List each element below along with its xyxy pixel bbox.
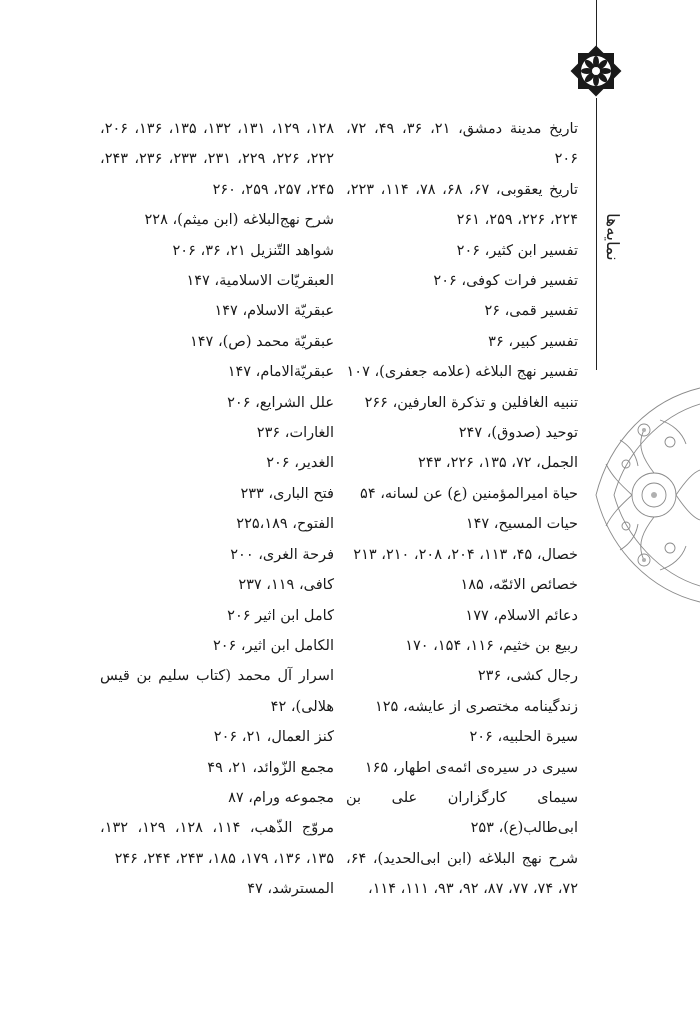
index-entry: علل الشرایع، ۲۰۶ bbox=[227, 394, 334, 411]
index-column-right bbox=[346, 114, 578, 905]
index-entry: ۱۲۸، ۱۲۹، ۱۳۱، ۱۳۲، ۱۳۵، ۱۳۶، ۲۰۶، ۲۲۲، ۲۲۶، ۲۲۹، ۲۳۱، ۲۳۳، ۲۳۶، ۲۴۳، ۲۴۵، ۲۵۷، ۲۵۹، ۲۶۰ bbox=[100, 121, 335, 198]
index-entry: حیاة امیرالمؤمنین (ع) عن لسانه، ۵۴ bbox=[360, 485, 578, 502]
index-entry: سیری در سیره‌ی ائمه‌ی اطهار، ۱۶۵ bbox=[364, 759, 578, 776]
margin-rule-middle bbox=[596, 98, 597, 370]
index-entry: الکامل ابن اثیر، ۲۰۶ bbox=[212, 637, 334, 654]
index-entry: شرح نهج البلاغه (ابن ابی‌الحدید)، ۶۴، ۷۲، ۷۴، ۷۷، ۸۷، ۹۲، ۹۳، ۱۱۱، ۱۱۴، bbox=[346, 850, 578, 898]
index-entry: کنز العمال، ۲۱، ۲۰۶ bbox=[213, 729, 334, 746]
margin-rule-top bbox=[596, 0, 597, 48]
index-entry: کافی، ۱۱۹، ۲۳۷ bbox=[238, 577, 334, 594]
index-entry: فرحة الغری، ۲۰۰ bbox=[230, 546, 334, 563]
index-entry: الجمل، ۷۲، ۱۳۵، ۲۲۶، ۲۴۳ bbox=[417, 455, 578, 472]
octagram-emblem-icon bbox=[569, 44, 623, 98]
index-entry: الغارات، ۲۳۶ bbox=[256, 425, 334, 442]
index-entry: الفتوح، ۲۲۵،۱۸۹ bbox=[236, 516, 334, 533]
index-entry: عبقریّة الاسلام، ۱۴۷ bbox=[214, 303, 334, 320]
index-entry: ربیع بن خثیم، ۱۱۶، ۱۵۴، ۱۷۰ bbox=[405, 637, 578, 654]
side-title: نمایه‌ها bbox=[602, 213, 622, 261]
index-entry: تفسیر کبیر، ۳۶ bbox=[488, 333, 578, 350]
index-entry: سیمای کارگزاران علی بن ابی‌طالب(ع)، ۲۵۳ bbox=[346, 789, 578, 837]
index-entry: حیات المسیح، ۱۴۷ bbox=[465, 516, 578, 533]
index-entry: سیرة الحلبیه، ۲۰۶ bbox=[469, 729, 578, 746]
index-entry: خصائص الائمّه، ۱۸۵ bbox=[460, 577, 578, 594]
index-entry: تاریخ یعقوبی، ۶۷، ۶۸، ۷۸، ۱۱۴، ۲۲۳، ۲۲۴، ۲۲۶، ۲۵۹، ۲۶۱ bbox=[346, 181, 578, 229]
index-entry: رجال کشی، ۲۳۶ bbox=[477, 668, 578, 685]
index-entry: عبقریّةالامام، ۱۴۷ bbox=[227, 364, 334, 381]
index-entry: عبقریّة محمد (ص)، ۱۴۷ bbox=[189, 333, 334, 350]
index-entry: الغدیر، ۲۰۶ bbox=[266, 455, 334, 472]
index-entry: فتح الباری، ۲۳۳ bbox=[240, 485, 334, 502]
index-entry: المسترشد، ۴۷ bbox=[247, 881, 334, 898]
index-entry: تنبیه الغافلین و تذکرة العارفین، ۲۶۶ bbox=[364, 394, 578, 411]
index-entry: تفسیر فرات کوفی، ۲۰۶ bbox=[433, 273, 578, 290]
index-entry: العبقریّات الاسلامیة، ۱۴۷ bbox=[186, 273, 334, 290]
index-entry: خصال، ۴۵، ۱۱۳، ۲۰۴، ۲۰۸، ۲۱۰، ۲۱۳ bbox=[353, 546, 578, 563]
index-entry: مروّج الذّهب، ۱۱۴، ۱۲۸، ۱۲۹، ۱۳۲، ۱۳۵، ۱۳۶، ۱۷۹، ۱۸۵، ۲۴۳، ۲۴۴، ۲۴۶ bbox=[100, 820, 334, 867]
index-column-left bbox=[100, 114, 334, 905]
index-entry: اسرار آل محمد (کتاب سلیم بن قیس هلالی)، ۴۲ bbox=[100, 668, 334, 715]
index-entry: کامل ابن اثیر ۲۰۶ bbox=[227, 607, 334, 624]
index-entry: شواهد التّنزیل ۲۱، ۳۶، ۲۰۶ bbox=[172, 242, 334, 259]
arabesque-ornament-icon bbox=[590, 380, 700, 610]
index-entry: شرح نهج‌البلاغه (ابن میثم)، ۲۲۸ bbox=[144, 212, 334, 229]
index-entry: توحید (صدوق)، ۲۴۷ bbox=[458, 425, 578, 442]
index-entry: مجمع الزّوائد، ۲۱، ۴۹ bbox=[207, 759, 334, 776]
index-entry: تفسیر نهج البلاغه (علامه جعفری)، ۱۰۷ bbox=[346, 364, 578, 381]
index-entry: تاریخ مدینة دمشق، ۲۱، ۳۶، ۴۹، ۷۲، ۲۰۶ bbox=[346, 121, 578, 168]
index-entry: تفسیر قمی، ۲۶ bbox=[484, 303, 578, 320]
index-entry: تفسیر ابن کثیر، ۲۰۶ bbox=[456, 242, 578, 259]
index-entry: زندگینامه مختصری از عایشه، ۱۲۵ bbox=[374, 698, 578, 715]
index-entry: دعائم الاسلام، ۱۷۷ bbox=[465, 607, 578, 624]
index-entry: مجموعه ورام، ۸۷ bbox=[228, 789, 334, 806]
